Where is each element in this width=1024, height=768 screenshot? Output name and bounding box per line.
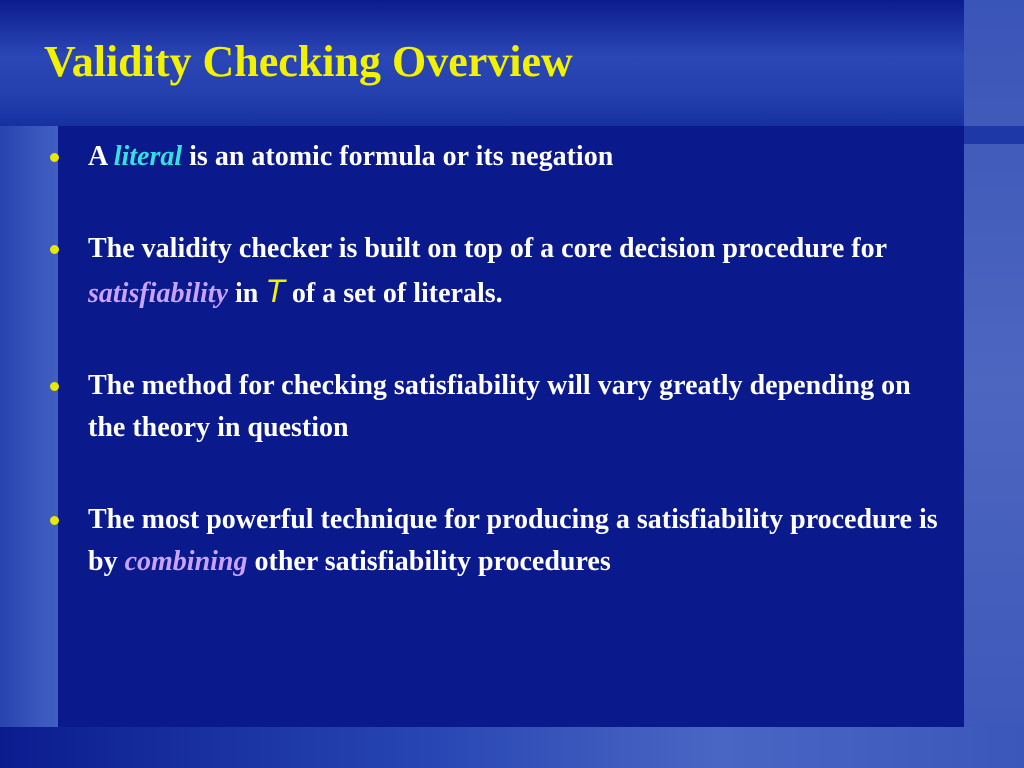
bullet-text: other satisfiability procedures: [247, 546, 611, 577]
emphasis-satisfiability: satisfiability: [88, 278, 228, 309]
bullet-dot-icon: [50, 153, 59, 162]
bullet-text: in: [228, 278, 266, 309]
bullet-dot-icon: [50, 382, 59, 391]
bullet-text: The validity checker is built on top of a core decision procedure for: [88, 233, 887, 264]
right-strip-accent: [964, 126, 1024, 144]
bullet-text: of a set of literals.: [284, 278, 503, 309]
bullet-dot-icon: [50, 516, 59, 525]
bullet-text: The method for checking satisfiability will vary greatly depending on the theory in question: [88, 370, 911, 443]
bullet-item-core-procedure: [50, 228, 950, 315]
slide-title: Validity Checking Overview: [44, 37, 573, 86]
bullet-text: The most powerful technique for producing a satisfiability procedure is by: [88, 504, 938, 577]
bullet-text: A: [88, 141, 114, 172]
emphasis-theory-T: T: [265, 273, 285, 309]
right-decorative-strip: [964, 0, 1024, 768]
bottom-decorative-strip: [0, 727, 1024, 768]
bullet-list: [50, 136, 950, 633]
bullet-text: is an atomic formula or its negation: [182, 141, 614, 172]
emphasis-combining: combining: [124, 546, 248, 577]
emphasis-literal: literal: [113, 141, 183, 172]
bullet-item-literal: [50, 136, 950, 178]
bullet-item-method: [50, 365, 950, 449]
bullet-item-combining: [50, 499, 950, 583]
bullet-dot-icon: [50, 245, 59, 254]
